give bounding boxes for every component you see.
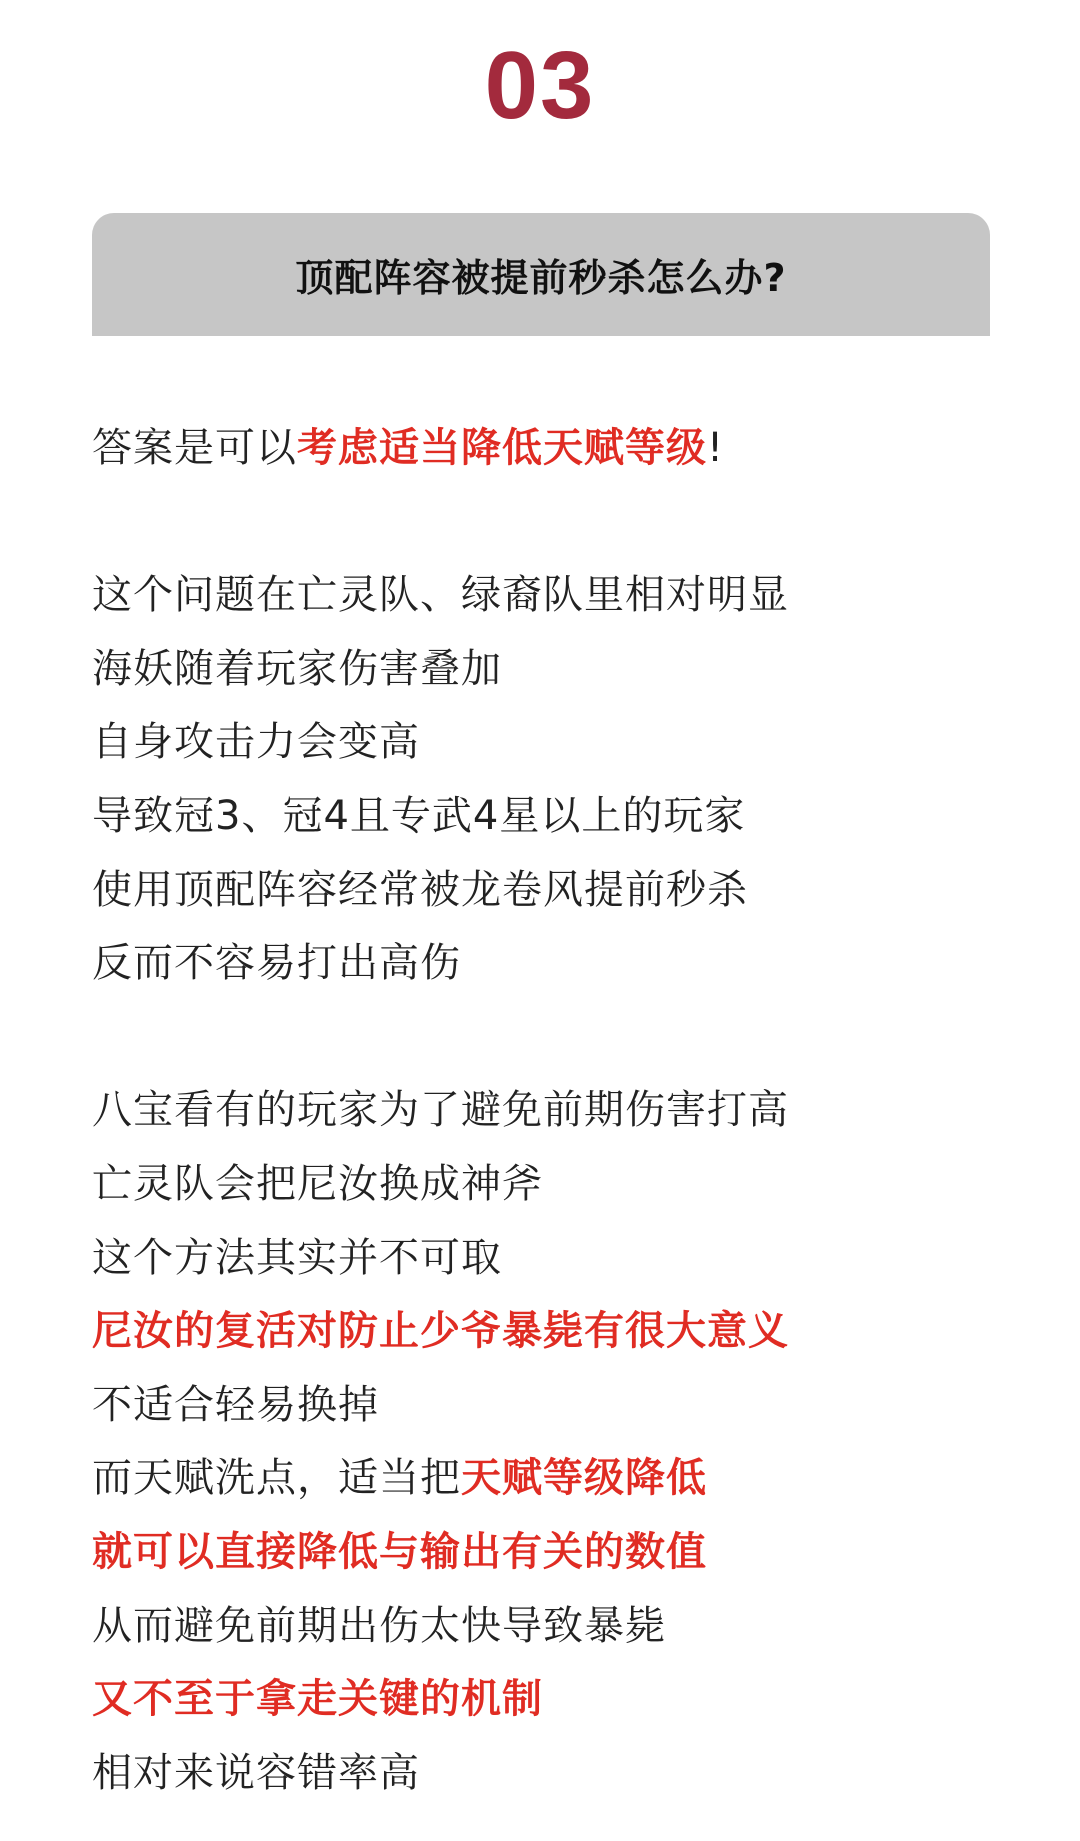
text-line: 反而不容易打出高伤: [92, 940, 461, 987]
answer-highlight: 考虑适当降低天赋等级: [297, 425, 707, 471]
text-line: 这个方法其实并不可取: [92, 1234, 502, 1281]
highlight-segment: 天赋等级降低: [461, 1455, 707, 1502]
highlight-line: 尼汝的复活对防止少爷暴毙有很大意义: [92, 1308, 789, 1355]
paragraph-gap: [92, 492, 992, 566]
article-body: [92, 418, 992, 1816]
text-line: 这个问题在亡灵队、绿裔队里相对明显: [92, 572, 789, 619]
text-line: 使用顶配阵容经常被龙卷风提前秒杀: [92, 866, 748, 913]
text-line: 八宝看有的玩家为了避免前期伤害打高: [92, 1087, 789, 1134]
highlight-line: 又不至于拿走关键的机制: [92, 1676, 543, 1723]
text-line: 导致冠3、冠4且专武4星以上的玩家: [92, 792, 746, 839]
text-line: 亡灵队会把尼汝换成神斧: [92, 1160, 543, 1207]
answer-line: [92, 418, 992, 492]
answer-intro: 答案是可以: [92, 425, 297, 471]
text-line: 海妖随着玩家伤害叠加: [92, 645, 502, 692]
question-box: [92, 213, 990, 336]
mixed-line: [92, 1448, 992, 1522]
text-line: 自身攻击力会变高: [92, 719, 420, 766]
highlight-line: 就可以直接降低与输出有关的数值: [92, 1528, 707, 1575]
paragraph-gap: [92, 1007, 992, 1081]
text-segment: 而天赋洗点，适当把: [92, 1455, 461, 1502]
section-number: 03: [484, 32, 596, 139]
question-title: 顶配阵容被提前秒杀怎么办?: [295, 256, 787, 300]
text-line: 相对来说容错率高: [92, 1749, 420, 1796]
text-line: 不适合轻易换掉: [92, 1381, 379, 1428]
text-line: 从而避免前期出伤太快导致暴毙: [92, 1602, 666, 1649]
answer-exclaim: !: [707, 425, 725, 471]
